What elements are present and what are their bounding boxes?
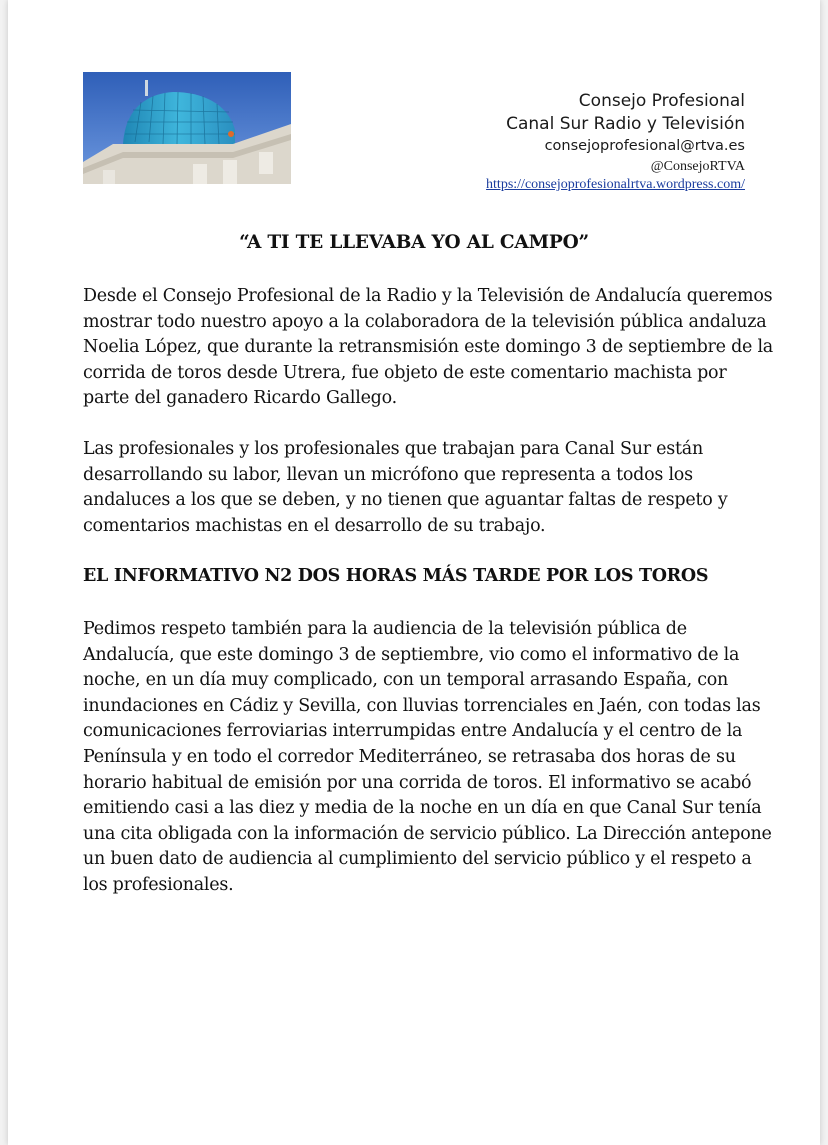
organization-name-line2: Canal Sur Radio y Televisión	[506, 114, 745, 134]
paragraph-2: Las profesionales y los profesionales que trabajan para Canal Sur están desarrollando su labor, llevan un micrófono que representa a todos los andaluces a los que se deben, y no tienen que aguantar faltas de respeto y comentarios machistas en el desarrollo de su trabajo.	[83, 438, 728, 536]
building-photo	[83, 72, 291, 184]
twitter-handle: @ConsejoRTVA	[650, 159, 745, 174]
section-heading: EL INFORMATIVO N2 DOS HORAS MÁS TARDE POR LOS TOROS	[83, 566, 709, 587]
document-body	[83, 284, 773, 923]
building-photo-graphic	[83, 72, 291, 184]
organization-name-line1: Consejo Profesional	[578, 91, 745, 111]
organization-contact	[486, 90, 745, 194]
document-page	[8, 0, 820, 1145]
contact-email: consejoprofesional@rtva.es	[544, 138, 745, 154]
website-link[interactable]: https://consejoprofesionalrtva.wordpress.com/	[486, 177, 745, 192]
paragraph-3: Pedimos respeto también para la audiencia de la televisión pública de Andalucía, que este domingo 3 de septiembre, vio como el informativo de la noche, en un día muy complicado, con un temporal arrasando España, con inundaciones en Cádiz y Sevilla, con lluvias torrenciales en Jaén, con todas las comunicaciones ferroviarias interrumpidas entre Andalucía y el centro de la Península y en todo el corredor Mediterráneo, se retrasaba dos horas de su horario habitual de emisión por una corrida de toros. El informativo se acabó emitiendo casi a las diez y media de la noche en un día en que Canal Sur tenía una cita obligada con la información de servicio público. La Dirección antepone un buen dato de audiencia al cumplimiento del servicio público y el respeto a los profesionales.	[83, 618, 772, 895]
paragraph-1: Desde el Consejo Profesional de la Radio y la Televisión de Andalucía queremos mostrar todo nuestro apoyo a la colaboradora de la televisión pública andaluza Noelia López, que durante la retransmisión este domingo 3 de septiembre de la corrida de toros desde Utrera, fue objeto de este comentario machista por parte del ganadero Ricardo Gallego.	[83, 286, 773, 409]
document-title: “A TI TE LLEVABA YO AL CAMPO”	[239, 232, 589, 253]
